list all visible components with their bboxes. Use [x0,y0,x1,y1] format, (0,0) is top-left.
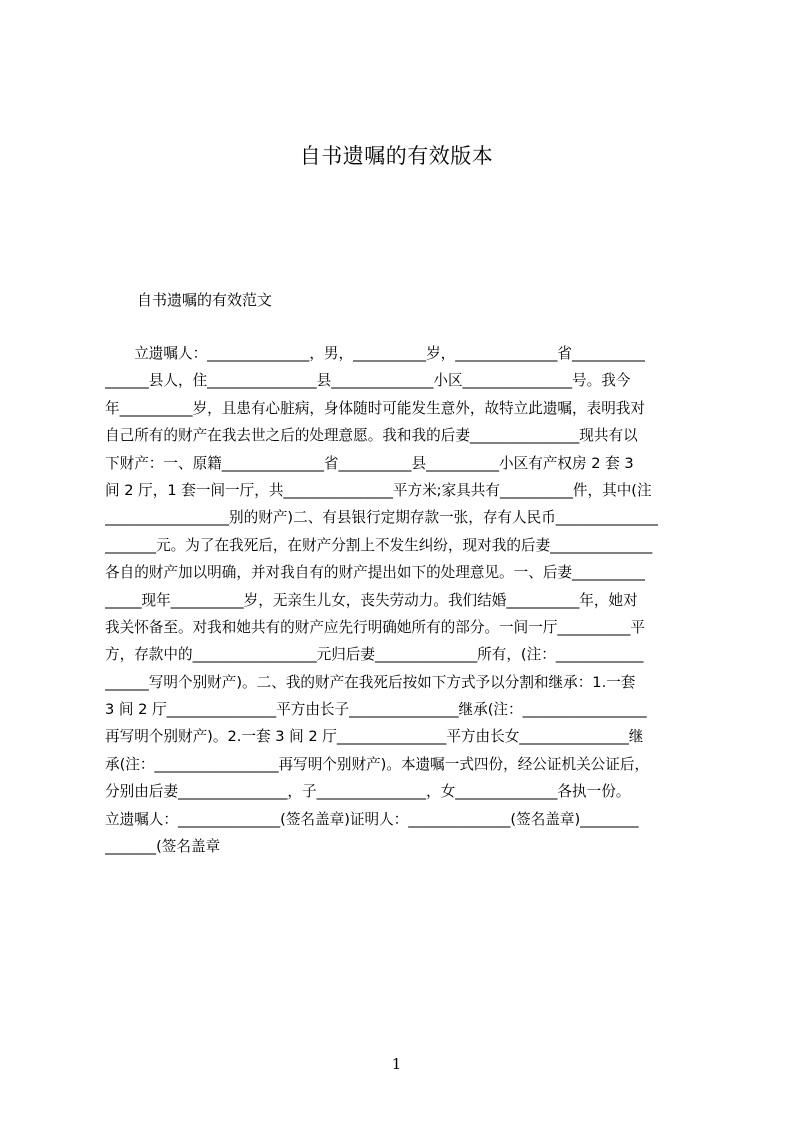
text-line: _____现年__________岁，无亲生儿女，丧失劳动力。我们结婚__________年，她对 [105,591,638,609]
text-line: 间 2 厅，1 套一间一厅，共_______________平方米;家具共有__________件，其中(注 [105,481,652,499]
will-body-text [105,340,697,860]
text-line: _______(签名盖章 [105,838,221,856]
text-line: 各自的财产加以明确，并对我自有的财产提出如下的处理意见。一、后妻__________ [105,564,645,582]
text-line: 再写明个别财产)。2.一套 3 间 2 厅_______________平方由长女_______________继 [105,728,644,746]
document-subtitle: 自书遗嘱的有效范文 [137,291,273,309]
document-title: 自书遗嘱的有效版本 [299,144,494,168]
text-line: 方，存款中的_________________元归后妻______________所有，(注：____________ [105,646,644,664]
text-line: 我关怀备至。对我和她共有的财产应先行明确她所有的部分。一间一厅__________平 [105,618,645,636]
text-line: 3 间 2 厅_______________平方由长子_______________继承(注：_________________ [105,701,647,719]
text-line: 下财产：一、原籍______________省__________县__________小区有产权房 2 套 3 [105,454,634,472]
text-line: 承(注：_________________再写明个别财产)。本遗嘱一式四份，经公证机关公证后， [105,755,650,773]
text-line: 立遗嘱人：______________，男，__________岁，______________省__________ [105,345,645,362]
text-line: 分别由后妻_______________，子_______________，女______________各执一份。 [105,783,631,801]
text-line: 自己所有的财产在我去世之后的处理意愿。我和我的后妻_______________现共有以 [105,427,638,445]
text-line: ______写明个别财产)。二、我的财产在我死后按如下方式予以分割和继承：1.一套 [105,673,636,691]
text-line: 年__________岁，且患有心脏病，身体随时可能发生意外，故特立此遗嘱，表明我对 [105,399,645,417]
text-line: _________________别的财产)二、有县银行定期存款一张，存有人民币______________ [105,509,658,527]
text-line: _______元。为了在我死后，在财产分割上不发生纠纷，现对我的后妻______________ [105,536,653,554]
page-number: 1 [391,1055,402,1073]
text-line: 立遗嘱人：______________(签名盖章)证明人：______________(签名盖章)________ [105,810,639,828]
text-line: ______县人，住_______________县______________小区_______________号。我今 [105,372,631,390]
